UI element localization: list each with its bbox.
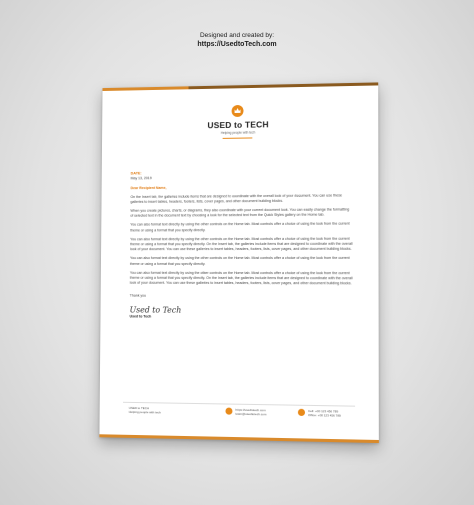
paragraph-5: You can also format text directly by using the other controls on the Home tab. Most controls offer a choice of using the look from the current theme or using a format that you specify directly.	[129, 256, 350, 266]
paragraph-6: You can also format text directly by using the other controls on the Home tab. Most controls offer a choice of using the look from the current theme or using a format that you specify directly. On the Insert tab, the galleries include items that are designed to coordinate with the overall look of your document. You can use these galleries to insert tables, headers, footers, lists, cover pages, and other document building blocks.	[129, 270, 353, 286]
date-label: DATE:	[130, 171, 142, 176]
salutation: Dear Recipient Name,	[130, 186, 167, 191]
signature-image: Used to Tech	[129, 305, 182, 315]
closing: Thank you	[129, 294, 147, 299]
header-divider	[223, 137, 253, 138]
footer-website[interactable]: https://usedtotech.com	[235, 407, 266, 413]
credit-link[interactable]: https://UsedtoTech.com	[197, 41, 277, 48]
letter-body	[130, 169, 353, 321]
brand-name: USED to TECH	[207, 119, 269, 131]
paragraph-1: On the Insert tab, the galleries include items that are designed to coordinate with the overall look of your document. You can use these galleries to insert tables, headers, footers, lists, cover pages, and other document building blocks.	[130, 193, 343, 204]
crown-logo-icon	[232, 105, 244, 117]
footer-web-block	[225, 408, 266, 417]
globe-icon	[225, 408, 232, 415]
phone-icon	[298, 409, 305, 416]
paragraph-3: You can also format text directly by using the other controls on the Home tab. Most controls offer a choice of using the look from the current theme or using a format that you specify directly.	[130, 221, 350, 233]
footer-cell: Cell: +00 123 456 789	[308, 408, 339, 414]
letter-page	[99, 82, 378, 443]
footer-phone-block	[298, 409, 341, 418]
top-dark-bar	[189, 82, 378, 89]
letterhead-mockup	[98, 84, 377, 439]
footer-tagline: Helping people with tech	[128, 410, 161, 415]
paragraph-2: When you create pictures, charts, or diagrams, they also coordinate with your current document look. You can easily change the formatting of selected text in the document text by choosing a look for the selected text from the Quick Styles gallery on the Home tab.	[130, 207, 350, 218]
footer-email[interactable]: team@usedtotech.com	[235, 411, 267, 417]
footer-brand-name: USED to TECH	[128, 405, 149, 411]
brand-tagline: Helping people with tech	[220, 130, 256, 135]
credit-line-1: Designed and created by:	[199, 32, 275, 39]
top-accent-bar	[102, 86, 188, 91]
footer-brand	[129, 406, 161, 415]
footer-office: Office: +00 123 456 789	[308, 413, 341, 418]
paragraph-4: You can also format text directly by using the other controls on the Home tab. Most controls offer a choice of using the look from the current theme or using a format that you specify directly. On the Insert tab, the galleries include items that are designed to coordinate with the overall look of your document. You can use these galleries to insert tables, headers, footers, lists, cover pages, and other document building blocks.	[130, 236, 353, 252]
date-value: May 13, 2019	[130, 176, 152, 181]
signer-name: Used to Tech	[129, 314, 152, 319]
bottom-accent-bar	[99, 434, 378, 443]
